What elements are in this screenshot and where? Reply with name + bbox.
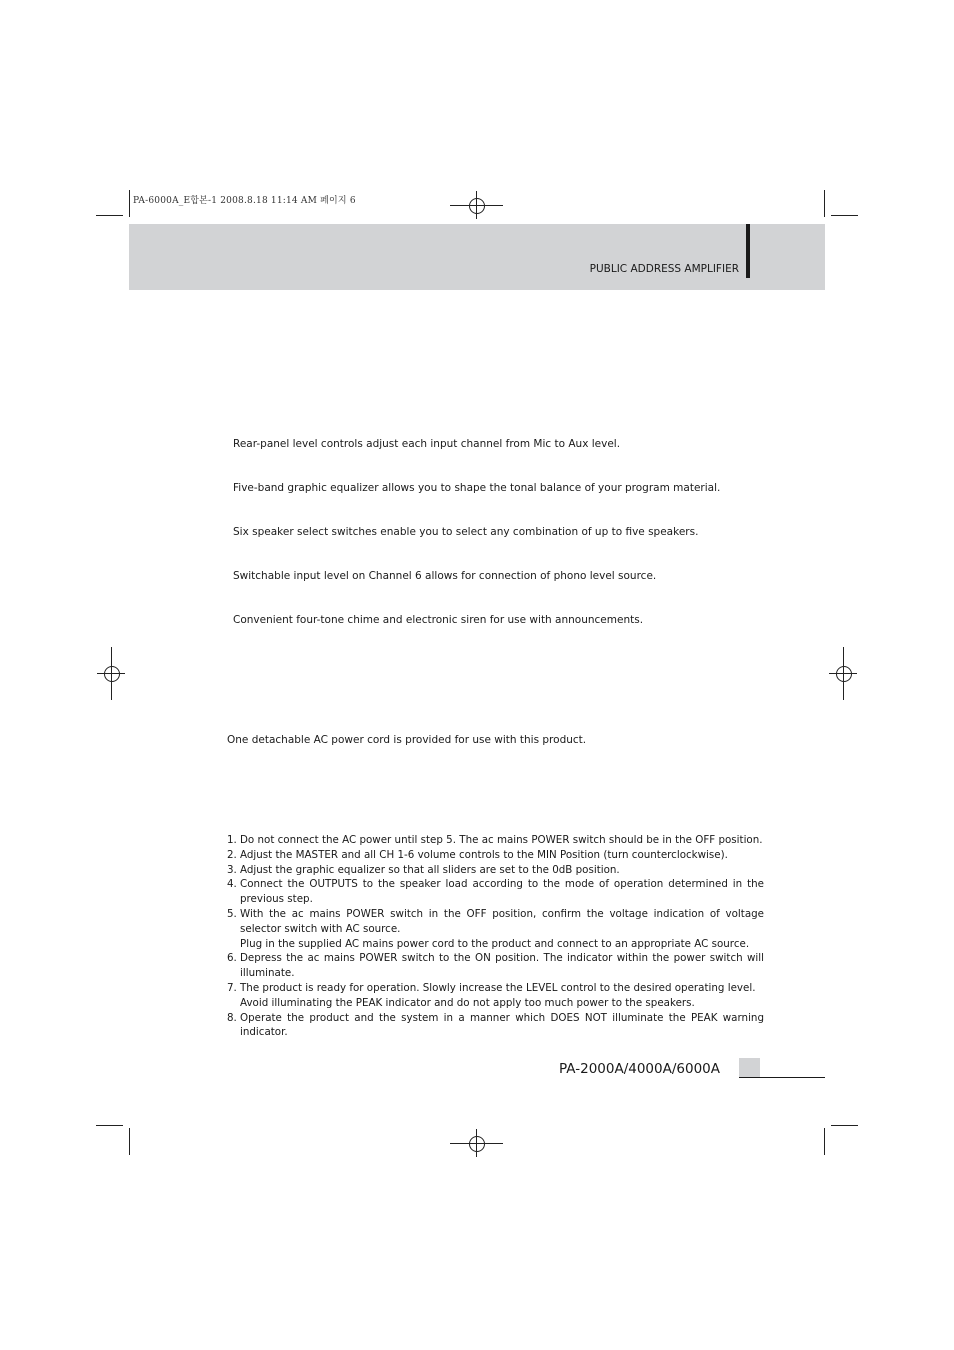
step-number: 6.: [227, 952, 237, 965]
feature-item: Rear-panel level controls adjust each input channel from Mic to Aux level.: [233, 438, 621, 450]
step-text: Avoid illuminating the PEAK indicator and do not apply too much power to the speakers.: [240, 996, 695, 1009]
header-accent-bar: [746, 224, 750, 278]
print-slug: PA-6000A_E합본-1 2008.8.18 11:14 AM 페이지 6: [133, 196, 356, 206]
step-number: 8.: [227, 1011, 237, 1024]
step-number: 1.: [227, 834, 237, 846]
step-text: Operate the product and the system in a manner which DOES NOT illuminate the PEAK warning indicator.: [240, 1011, 764, 1039]
step-text: Do not connect the AC power until step 5. The ac mains POWER switch should be in the OFF position.: [240, 834, 763, 846]
step-8: [227, 1011, 764, 1041]
header-band: [129, 224, 825, 290]
page-number-box: [739, 1058, 760, 1078]
step-6: [227, 951, 764, 981]
header-title: PUBLIC ADDRESS AMPLIFIER: [589, 263, 739, 275]
step-text: Adjust the MASTER and all CH 1-6 volume controls to the MIN Position (turn counterclockwise).: [240, 848, 728, 861]
step-number: 4.: [227, 878, 237, 891]
step-7: [227, 981, 764, 1011]
step-text: Plug in the supplied AC mains power cord to the product and connect to an appropriate AC source.: [240, 937, 750, 950]
step-1: [227, 833, 764, 848]
feature-item: Convenient four-tone chime and electronic siren for use with announcements.: [233, 614, 644, 626]
step-text: With the ac mains POWER switch in the OFF position, confirm the voltage indication of voltage selector switch with AC source.: [240, 907, 764, 935]
step-number: 5.: [227, 907, 237, 920]
footer-model: PA-2000A/4000A/6000A: [559, 1061, 720, 1077]
step-4: [227, 877, 764, 907]
step-text: Adjust the graphic equalizer so that all sliders are set to the 0dB position.: [240, 863, 620, 876]
step-text: The product is ready for operation. Slowly increase the LEVEL control to the desired operating level.: [240, 981, 756, 994]
step-number: 3.: [227, 863, 237, 876]
step-3: [227, 863, 764, 878]
setup-steps: [227, 833, 764, 1040]
step-number: 2.: [227, 848, 237, 861]
step-number: 7.: [227, 981, 237, 994]
step-5: [227, 907, 764, 951]
footer-rule: [739, 1077, 825, 1078]
step-text: Connect the OUTPUTS to the speaker load according to the mode of operation determined in the previous step.: [240, 878, 764, 906]
accessory-note: One detachable AC power cord is provided for use with this product.: [227, 734, 587, 746]
feature-item: Five-band graphic equalizer allows you to shape the tonal balance of your program material.: [233, 482, 721, 494]
step-text: Depress the ac mains POWER switch to the ON position. The indicator within the power switch will illuminate.: [240, 952, 764, 980]
feature-item: Six speaker select switches enable you to select any combination of up to five speakers.: [233, 526, 699, 538]
feature-item: Switchable input level on Channel 6 allows for connection of phono level source.: [233, 570, 657, 582]
step-2: [227, 848, 764, 863]
